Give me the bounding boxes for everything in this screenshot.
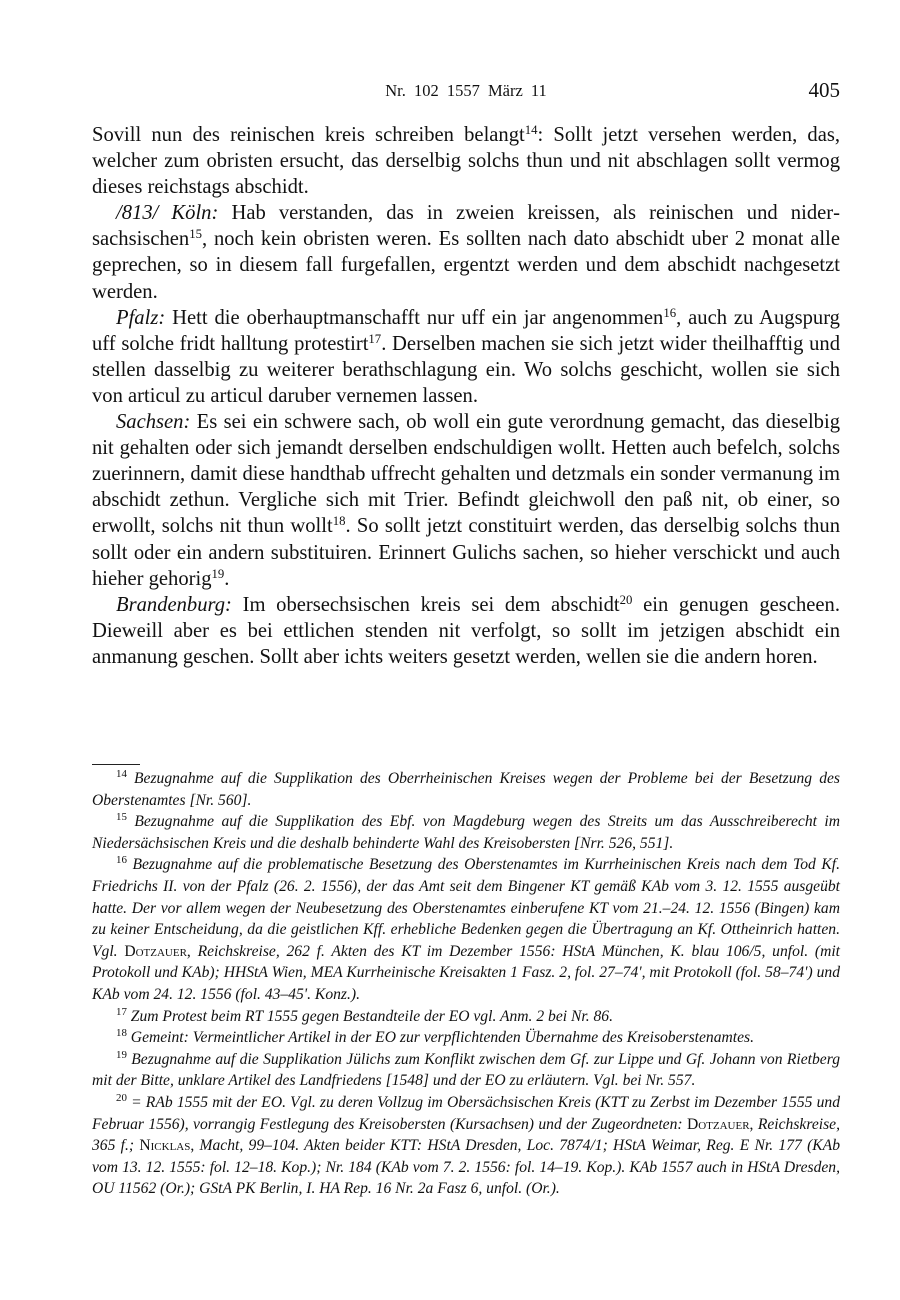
text-run: Sovill nun des reinischen kreis schreiben belangt [92,124,525,146]
footnote-marker: 14 [116,768,127,780]
footnote-marker: 18 [332,514,346,529]
footnote [92,768,840,811]
speaker-label: Brandenburg: [116,593,232,616]
footnotes [92,768,840,1200]
speaker-label: Pfalz: [116,306,166,329]
text-run: = RAb 1555 mit der EO. Vgl. zu deren Vollzug im Obersächsischen Kreis (KTT zu Zerbst im Dezember 1555 und Februar 1556), vorrangig Festlegung des Kreisobersten (Kursachsen) und der Zugeordneten: [92,1093,840,1133]
footnote-marker: 16 [663,305,677,320]
footnote-marker: 20 [116,1091,127,1104]
footnote-marker: 18 [116,1027,127,1040]
footnote-marker: 15 [116,811,127,824]
footnote-marker: 20 [619,592,633,607]
text-run: . [224,567,230,590]
text-run: Es sei ein schwere sach, ob woll ein gute verordnung gemacht, das dieselbig nit gehalten oder sich jemandt derselben endschuldigen wollt. Hetten auch befelch, solchs zuerinnern, damit diese handthab uffrecht gehalten und detzmals ein sonder vermanung im abschidt zethun. Vergliche sich mit Trier. Befindt gleichwoll den paß nit, ob einer, so erwollt, solchs nit thun wollt [92,411,840,538]
footnote [92,811,840,854]
footnote-marker: 19 [116,1048,127,1061]
footnote [92,1027,840,1049]
running-title: Nr. 102 1557 März 11 [385,81,547,100]
paragraph [92,122,840,200]
footnote-marker: 15 [189,227,202,242]
footnote-marker: 16 [116,854,127,867]
footnote-marker: 14 [524,122,538,137]
footnote [92,1092,840,1200]
footnote-marker: 17 [116,1005,127,1018]
paragraph [92,592,840,670]
text-run: : Sollt jetzt versehen werden, das, welcher zum obristen ersucht, das derselbig solchs thun und nit abschlagen sollt vermog dieses reichstags abschidt. [92,124,840,199]
text-run: Im obersechsischen kreis sei dem abschidt [231,593,620,616]
text-run: Hab verstanden, das in zweien kreissen, als reinischen und nidersachsischen [92,202,840,251]
author-name: Nicklas, [139,1137,195,1155]
text-run: , noch kein obristen weren. Es sollten nach dato abschidt uber 2 monat alle geprechen, so in diesem fall furgefallen, ergentzt werden und dem abschidt nachgesetzt werden. [92,228,840,303]
text-run: , auch zu Augspurg uff solche fridt halltung protestirt [92,306,840,355]
page-number: 405 [808,78,840,102]
footnote-divider [92,764,140,765]
footnote-marker: 19 [211,566,225,581]
speaker-label: /813/ Köln: [116,202,219,225]
paragraph [92,200,840,304]
text-run: Bezugnahme auf die Supplikation des Ebf. von Magdeburg wegen des Streits um das Ausschreiberecht im Niedersächsischen Kreis und die deshalb behinderte Wahl des Kreisobersten [Nrr. 526, 551]. [92,813,840,852]
text-run: Reichskreise, 365 f.; [92,1115,840,1155]
paragraph [92,409,840,592]
text-run: Macht, 99–104. Akten beider KTT: HStA Dresden, Loc. 7874/1; HStA Weimar, Reg. E Nr. 177 (KAb vom 13. 12. 1555: fol. 12–18. Kop.); Nr. 184 (KAb vom 7. 2. 1556: fol. 14–19. Kop.). KAb 1557 auch in HStA Dresden, OU 11562 (Or.); GStA PK Berlin, I. HA Rep. 16 Nr. 2a Fasz 6, unfol. (Or.). [92,1137,840,1198]
footnote [92,854,840,1005]
footnote [92,1006,840,1028]
main-text [92,122,840,670]
page-header [92,78,840,108]
author-name: Dotzauer, [686,1115,754,1133]
text-run: . So sollt jetzt constituirt werden, das derselbig solchs thun sollt oder ein andern substituiren. Erinnert Gulichs sachen, so hieher verschickt und auch hieher gehorig [92,515,840,590]
author-name: Dotzauer, [124,942,191,960]
speaker-label: Sachsen: [116,411,191,434]
text-run: ein genugen gescheen. Dieweill aber es bei ettlichen stenden nit verfolgt, so sollt im jetzigen abschidt ein anmanung geschen. Sollt aber ichts weiters gesetzt werden, wellen sie die andern horen. [92,593,840,668]
text-run: Zum Protest beim RT 1555 gegen Bestandteile der EO vgl. Anm. 2 bei Nr. 86. [126,1007,614,1025]
text-run: Gemeint: Vermeintlicher Artikel in der EO zur verpflichtenden Übernahme des Kreisoberstenamtes. [126,1029,754,1047]
text-run: Bezugnahme auf die Supplikation Jülichs zum Konflikt zwischen dem Gf. zur Lippe und Gf. Johann von Rietberg mit der Bitte, unklare Artikel des Landfriedens [1548] und der EO zu erläutern. Vgl. bei Nr. 557. [92,1050,840,1090]
paragraph [92,305,840,409]
text-run: Bezugnahme auf die problematische Besetzung des Oberstenamtes im Kurrheinischen Kreis nach dem Tod Kf. Friedrichs II. von der Pfalz (26. 2. 1556), der das Amt seit dem Bingener KT gemäß KAb vom 3. 12. 1555 ausgeübt hatte. Der vor allem wegen der Neubesetzung des Oberstenamtes einberufene KT vom 21.–24. 12. 1556 (Bingen) kam zu keiner Entscheidung, da die geistlichen Kff. erhebliche Bedenken gegen die Übertragung an Kf. Ottheinrich hatten. Vgl. [92,856,840,960]
text-run: Hett die oberhauptmanschafft nur uff ein jar angenommen [165,306,664,329]
text-run: Reichskreise, 262 f. Akten des KT im Dezember 1556: HStA München, K. blau 106/5, unfol. (mit Protokoll und KAb); HHStA Wien, MEA Kurrheinische Kreisakten 1 Fasz. 2, fol. 27–74', mit Protokoll (fol. 58–74') und KAb vom 24. 12. 1556 (fol. 43–45'. Konz.). [92,942,840,1003]
text-run: Bezugnahme auf die Supplikation des Oberrheinischen Kreises wegen der Probleme bei der Besetzung des Oberstenamtes [Nr. 560]. [92,770,840,809]
footnote-marker: 17 [368,331,382,346]
footnote [92,1049,840,1092]
text-run: . Derselben machen sie sich jetzt wider theilhafftig und stellen dasselbig zu weiterer berathschlagung ein. Wo solchs geschicht, wollen sie sich von articul zu articul daruber vernemen lassen. [92,332,840,407]
